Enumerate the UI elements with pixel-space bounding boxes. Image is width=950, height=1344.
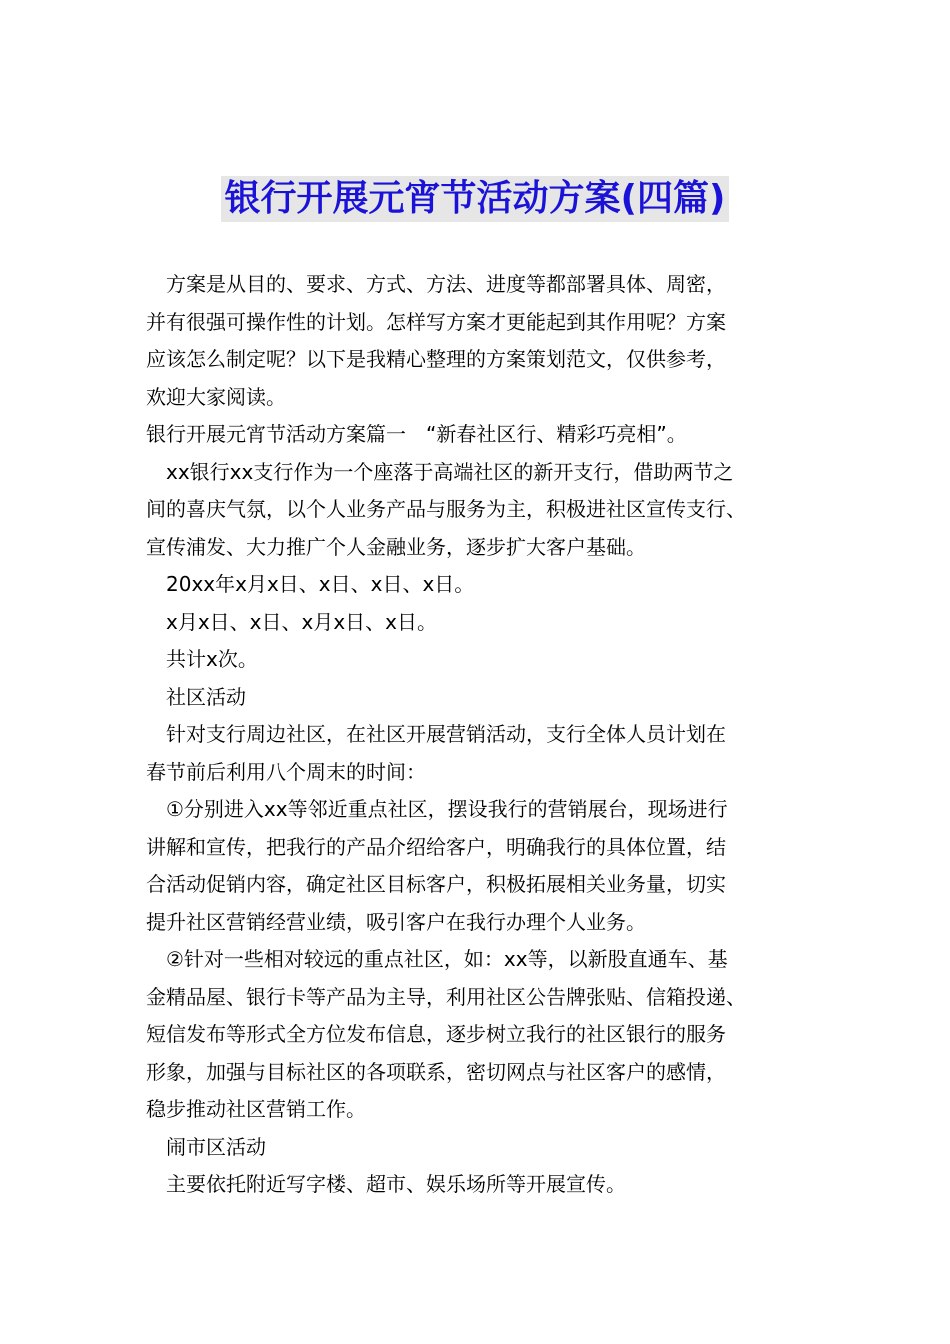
body-line: 银行开展元宵节活动方案篇一 “新春社区行、精彩巧亮相”。	[146, 422, 687, 446]
body-line: 闹市区活动	[166, 1134, 266, 1159]
body-line: 金精品屋、银行卡等产品为主导，利用社区公告牌张贴、信箱投递、	[146, 984, 746, 1009]
body-line: 社区活动	[166, 684, 246, 709]
document-title: 银行开展元宵节活动方案(四篇)	[221, 176, 730, 222]
body-line: 欢迎大家阅读。	[146, 384, 286, 409]
document-body	[146, 266, 816, 1204]
body-line: 春节前后利用八个周末的时间：	[146, 759, 426, 784]
title-container	[0, 176, 950, 222]
body-line: 合活动促销内容，确定社区目标客户，积极拓展相关业务量，切实	[146, 872, 726, 896]
body-line: 应该怎么制定呢？以下是我精心整理的方案策划范文，仅供参考，	[146, 347, 726, 371]
body-line: ①分别进入xx等邻近重点社区，摆设我行的营销展台，现场进行	[166, 797, 728, 821]
body-line: xx银行xx支行作为一个座落于高端社区的新开支行，借助两节之	[166, 459, 734, 484]
body-line: 针对支行周边社区，在社区开展营销活动，支行全体人员计划在	[166, 722, 726, 746]
body-line: 主要依托附近写字楼、超市、娱乐场所等开展宣传。	[166, 1172, 626, 1196]
body-line: 短信发布等形式全方位发布信息，逐步树立我行的社区银行的服务	[146, 1022, 726, 1046]
body-line: 形象，加强与目标社区的各项联系，密切网点与社区客户的感情，	[146, 1059, 726, 1084]
body-line: 并有很强可操作性的计划。怎样写方案才更能起到其作用呢？方案	[146, 309, 726, 334]
body-line: 讲解和宣传，把我行的产品介绍给客户，明确我行的具体位置，结	[146, 834, 726, 859]
body-line: 间的喜庆气氛，以个人业务产品与服务为主，积极进社区宣传支行、	[146, 497, 746, 521]
body-line: 宣传浦发、大力推广个人金融业务，逐步扩大客户基础。	[146, 534, 646, 559]
body-line: 共计x次。	[166, 647, 258, 671]
body-line: 稳步推动社区营销工作。	[146, 1097, 366, 1121]
body-line: 方案是从目的、要求、方式、方法、进度等都部署具体、周密，	[166, 272, 726, 296]
body-line: x月x日、x日、x月x日、x日。	[166, 609, 438, 634]
body-line: 提升社区营销经营业绩，吸引客户在我行办理个人业务。	[146, 909, 646, 934]
body-line: 20xx年x月x日、x日、x日、x日。	[166, 572, 475, 596]
body-line: ②针对一些相对较远的重点社区，如：xx等，以新股直通车、基	[166, 947, 728, 971]
